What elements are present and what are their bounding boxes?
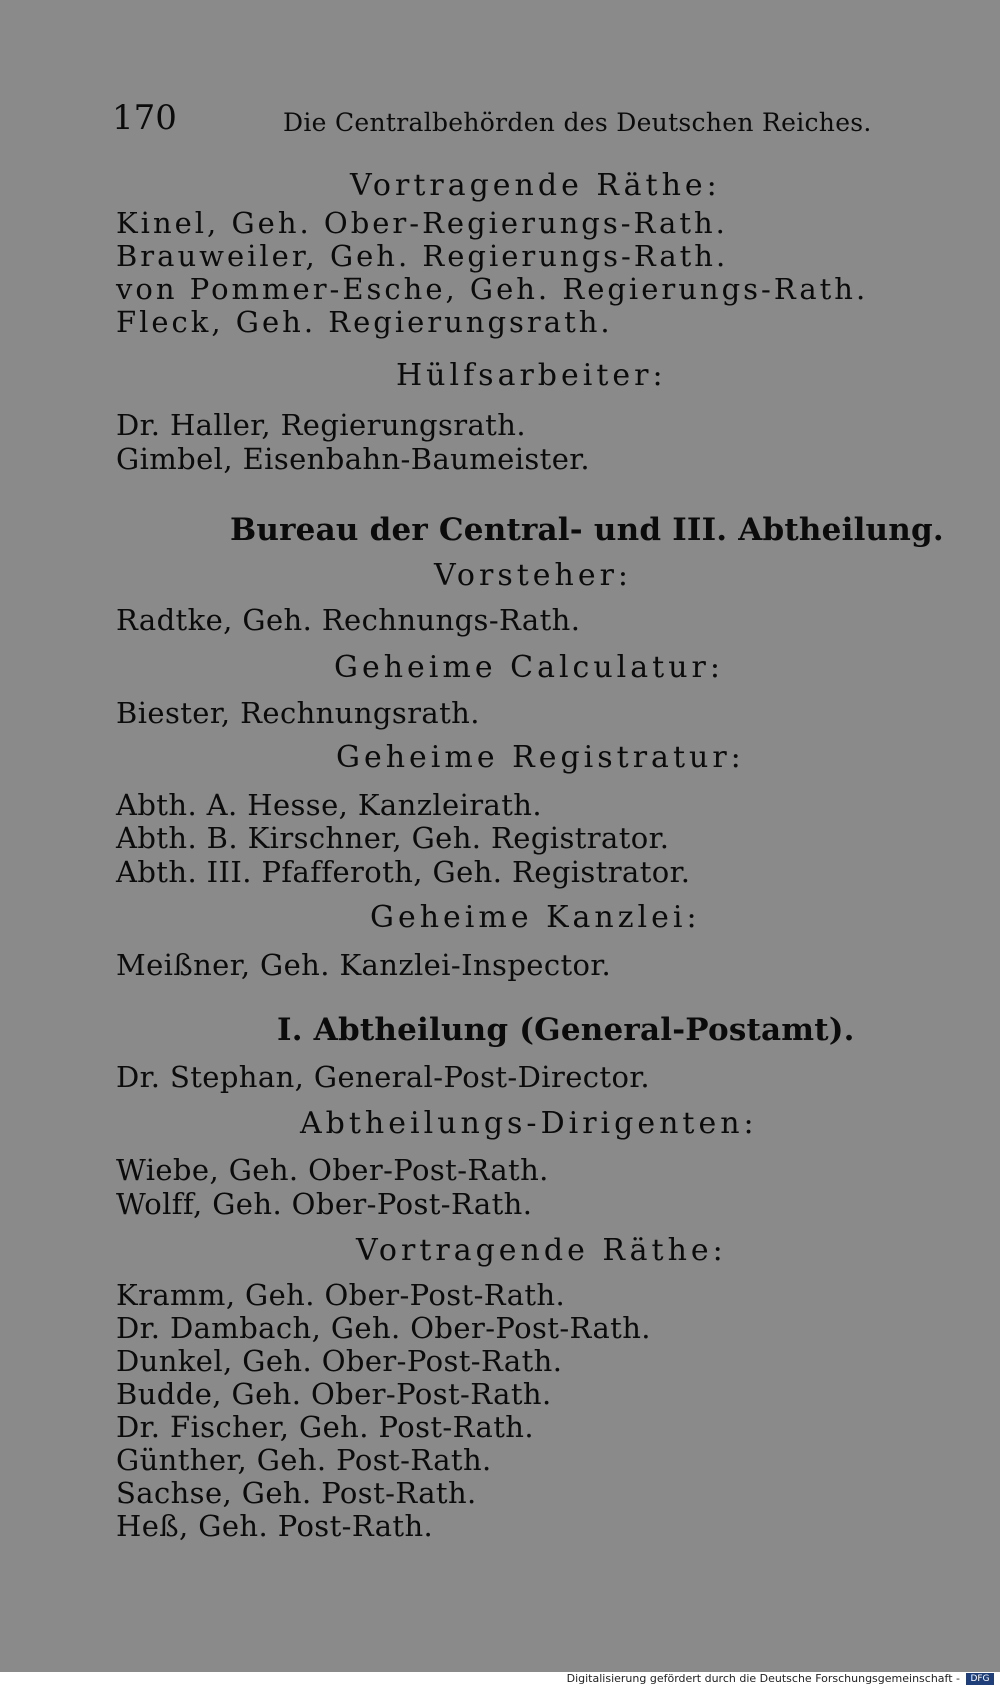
footer-credit: Digitalisierung gefördert durch die Deutsche Forschungsgemeinschaft - — [566, 1672, 960, 1685]
section-heading: Vorsteher: — [434, 558, 633, 593]
list-item: Sachse, Geh. Post-Rath. — [116, 1476, 477, 1510]
list-item: Wiebe, Geh. Ober-Post-Rath. — [116, 1153, 549, 1187]
list-item: Dr. Stephan, General-Post-Director. — [116, 1060, 651, 1094]
list-item: Abth. A. Hesse, Kanzleirath. — [116, 788, 542, 822]
list-item: Heß, Geh. Post-Rath. — [116, 1509, 434, 1543]
list-item: Wolff, Geh. Ober-Post-Rath. — [116, 1187, 533, 1221]
list-item: Kramm, Geh. Ober-Post-Rath. — [116, 1278, 566, 1312]
list-item: Brauweiler, Geh. Regierungs-Rath. — [116, 239, 729, 273]
list-item: Biester, Rechnungsrath. — [116, 696, 480, 730]
section-heading: Geheime Calculatur: — [334, 650, 724, 685]
list-item: Gimbel, Eisenbahn-Baumeister. — [116, 442, 590, 476]
section-title: Bureau der Central- und III. Abtheilung. — [230, 512, 944, 548]
dfg-logo-icon: DFG — [966, 1673, 994, 1685]
list-item: Dunkel, Geh. Ober-Post-Rath. — [116, 1344, 563, 1378]
list-item: Abth. B. Kirschner, Geh. Registrator. — [116, 821, 670, 855]
list-item: Dr. Haller, Regierungsrath. — [116, 408, 526, 442]
list-item: Kinel, Geh. Ober-Regierungs-Rath. — [116, 206, 728, 240]
section-heading: Geheime Kanzlei: — [370, 900, 701, 935]
list-item: Meißner, Geh. Kanzlei-Inspector. — [116, 948, 612, 982]
footer-bar — [0, 1672, 1000, 1686]
list-item: Fleck, Geh. Regierungsrath. — [116, 305, 613, 339]
page-number: 170 — [112, 98, 177, 138]
section-heading: Vortragende Räthe: — [356, 1233, 727, 1268]
section-heading: Vortragende Räthe: — [350, 168, 721, 203]
list-item: Dr. Fischer, Geh. Post-Rath. — [116, 1410, 534, 1444]
list-item: Abth. III. Pfafferoth, Geh. Registrator. — [116, 855, 691, 889]
list-item: Radtke, Geh. Rechnungs-Rath. — [116, 603, 581, 637]
section-heading: Abtheilungs-Dirigenten: — [300, 1106, 758, 1141]
list-item: Günther, Geh. Post-Rath. — [116, 1443, 492, 1477]
section-heading: Geheime Registratur: — [336, 740, 745, 775]
running-title: Die Centralbehörden des Deutschen Reiches. — [283, 108, 872, 137]
section-title: I. Abtheilung (General-Postamt). — [277, 1012, 855, 1048]
list-item: Dr. Dambach, Geh. Ober-Post-Rath. — [116, 1311, 651, 1345]
section-heading: Hülfsarbeiter: — [396, 358, 667, 393]
list-item: Budde, Geh. Ober-Post-Rath. — [116, 1377, 552, 1411]
list-item: von Pommer-Esche, Geh. Regierungs-Rath. — [116, 272, 869, 306]
